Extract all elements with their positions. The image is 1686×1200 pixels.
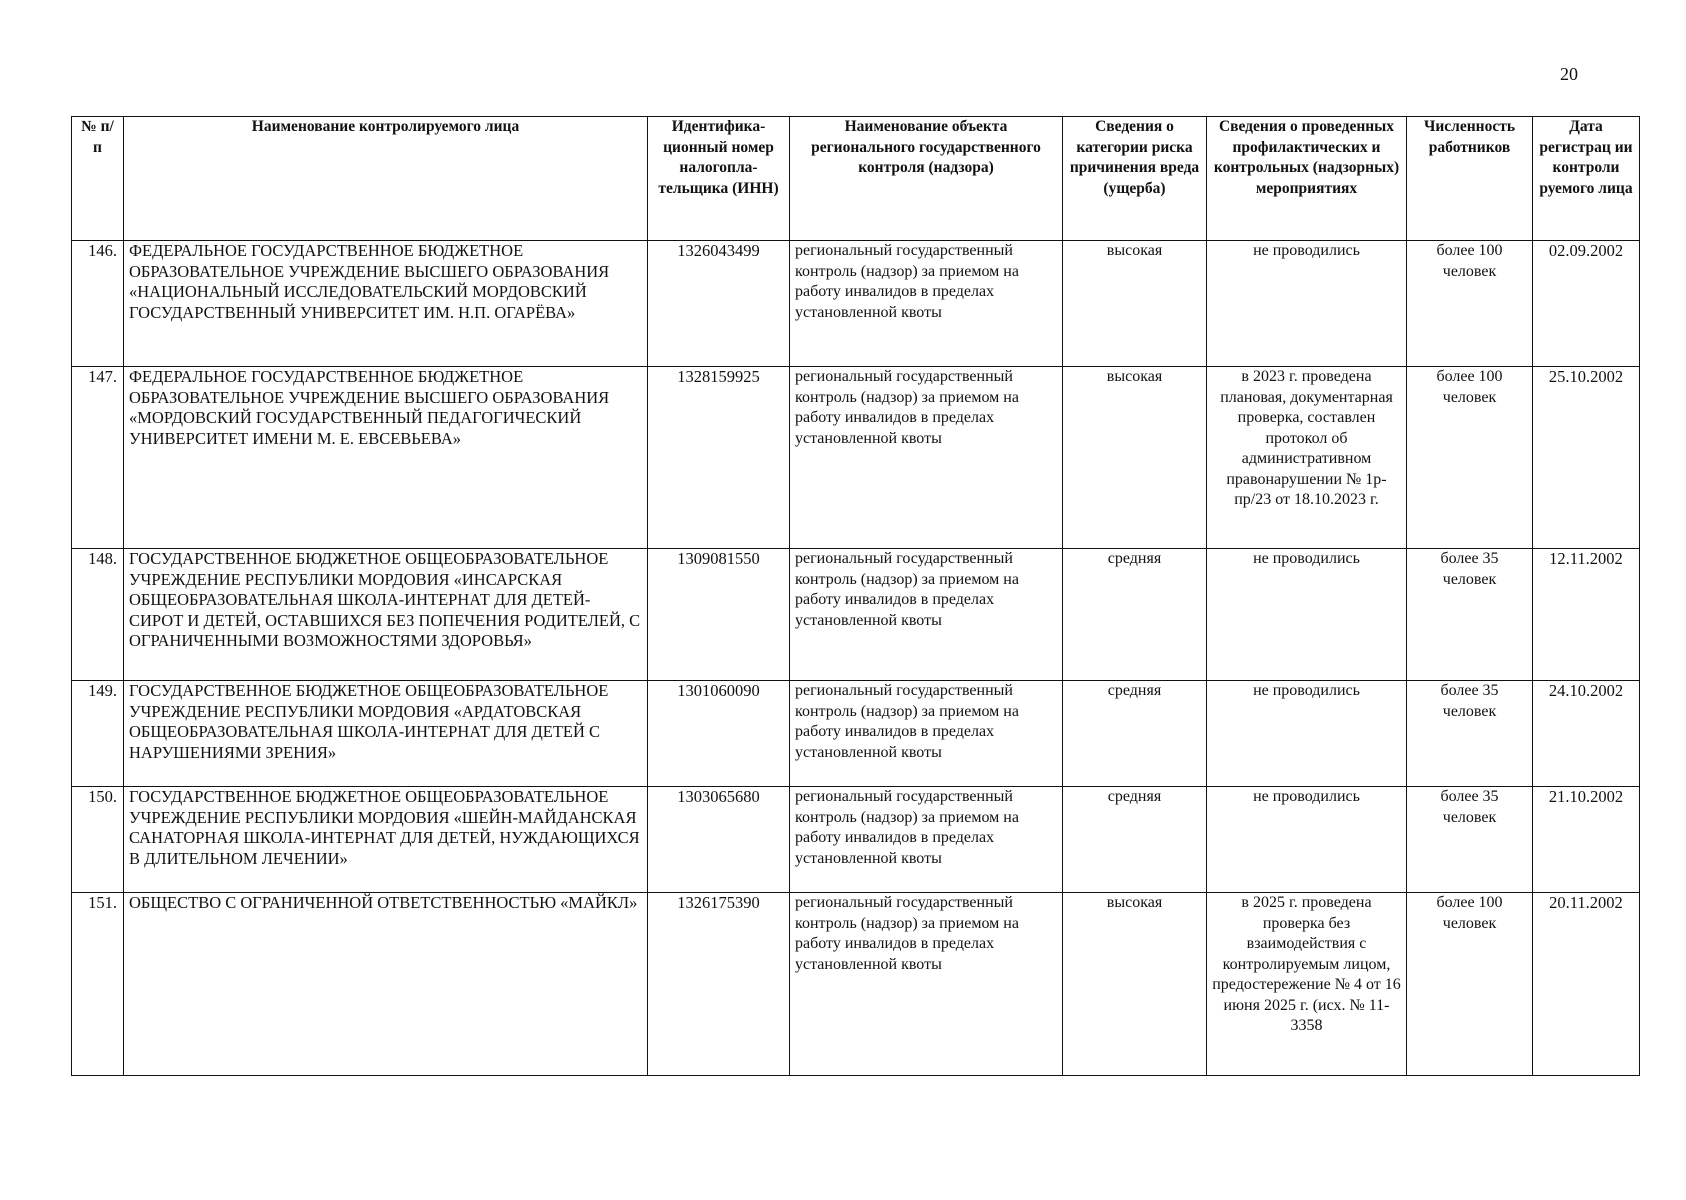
row-inn: 1309081550 (648, 549, 790, 681)
row-risk: средняя (1063, 681, 1207, 787)
row-num: 147. (72, 367, 124, 549)
row-inn: 1328159925 (648, 367, 790, 549)
table-row (72, 681, 1640, 787)
table-row (72, 367, 1640, 549)
row-inn: 1326043499 (648, 241, 790, 367)
row-object: региональный государственный контроль (надзор) за приемом на работу инвалидов в пределах установленной квоты (790, 787, 1063, 893)
row-risk: средняя (1063, 787, 1207, 893)
table-row (72, 549, 1640, 681)
header-date: Дата регистрац ии контроли руемого лица (1533, 117, 1640, 241)
registry-table (71, 116, 1640, 1076)
header-measures: Сведения о проведенных профилактических и контрольных (надзорных) мероприятиях (1207, 117, 1407, 241)
row-date: 02.09.2002 (1533, 241, 1640, 367)
row-name: ГОСУДАРСТВЕННОЕ БЮДЖЕТНОЕ ОБЩЕОБРАЗОВАТЕЛЬНОЕ УЧРЕЖДЕНИЕ РЕСПУБЛИКИ МОРДОВИЯ «ШЕЙН-МАЙДАНСКАЯ САНАТОРНАЯ ШКОЛА-ИНТЕРНАТ ДЛЯ ДЕТЕЙ, НУЖДАЮЩИХСЯ В ДЛИТЕЛЬНОМ ЛЕЧЕНИИ» (124, 787, 648, 893)
row-date: 21.10.2002 (1533, 787, 1640, 893)
header-name: Наименование контролируемого лица (124, 117, 648, 241)
header-num: № п/п (72, 117, 124, 241)
row-staff: более 100 человек (1407, 241, 1533, 367)
row-staff: более 35 человек (1407, 787, 1533, 893)
header-inn: Идентифика-ционный номер налогопла-тельщика (ИНН) (648, 117, 790, 241)
row-name: ГОСУДАРСТВЕННОЕ БЮДЖЕТНОЕ ОБЩЕОБРАЗОВАТЕЛЬНОЕ УЧРЕЖДЕНИЕ РЕСПУБЛИКИ МОРДОВИЯ «АРДАТОВСКАЯ ОБЩЕОБРАЗОВАТЕЛЬНАЯ ШКОЛА-ИНТЕРНАТ ДЛЯ ДЕТЕЙ С НАРУШЕНИЯМИ ЗРЕНИЯ» (124, 681, 648, 787)
table-row (72, 893, 1640, 1076)
row-inn: 1303065680 (648, 787, 790, 893)
row-num: 151. (72, 893, 124, 1076)
table-row (72, 787, 1640, 893)
row-risk: высокая (1063, 241, 1207, 367)
row-object: региональный государственный контроль (надзор) за приемом на работу инвалидов в пределах установленной квоты (790, 549, 1063, 681)
row-staff: более 100 человек (1407, 893, 1533, 1076)
row-inn: 1326175390 (648, 893, 790, 1076)
row-measures: не проводились (1207, 787, 1407, 893)
row-risk: высокая (1063, 893, 1207, 1076)
row-date: 25.10.2002 (1533, 367, 1640, 549)
row-staff: более 100 человек (1407, 367, 1533, 549)
row-staff: более 35 человек (1407, 549, 1533, 681)
row-object: региональный государственный контроль (надзор) за приемом на работу инвалидов в пределах установленной квоты (790, 681, 1063, 787)
row-name: ОБЩЕСТВО С ОГРАНИЧЕННОЙ ОТВЕТСТВЕННОСТЬЮ «МАЙКЛ» (124, 893, 648, 1076)
row-object: региональный государственный контроль (надзор) за приемом на работу инвалидов в пределах установленной квоты (790, 367, 1063, 549)
row-date: 12.11.2002 (1533, 549, 1640, 681)
row-num: 150. (72, 787, 124, 893)
row-measures: не проводились (1207, 241, 1407, 367)
table-row (72, 241, 1640, 367)
row-name: ФЕДЕРАЛЬНОЕ ГОСУДАРСТВЕННОЕ БЮДЖЕТНОЕ ОБРАЗОВАТЕЛЬНОЕ УЧРЕЖДЕНИЕ ВЫСШЕГО ОБРАЗОВАНИЯ «НАЦИОНАЛЬНЫЙ ИССЛЕДОВАТЕЛЬСКИЙ МОРДОВСКИЙ ГОСУДАРСТВЕННЫЙ УНИВЕРСИТЕТ ИМ. Н.П. ОГАРЁВА» (124, 241, 648, 367)
row-object: региональный государственный контроль (надзор) за приемом на работу инвалидов в пределах установленной квоты (790, 893, 1063, 1076)
row-object: региональный государственный контроль (надзор) за приемом на работу инвалидов в пределах установленной квоты (790, 241, 1063, 367)
page-number: 20 (1560, 64, 1578, 84)
row-name: ГОСУДАРСТВЕННОЕ БЮДЖЕТНОЕ ОБЩЕОБРАЗОВАТЕЛЬНОЕ УЧРЕЖДЕНИЕ РЕСПУБЛИКИ МОРДОВИЯ «ИНСАРСКАЯ ОБЩЕОБРАЗОВАТЕЛЬНАЯ ШКОЛА-ИНТЕРНАТ ДЛЯ ДЕТЕЙ-СИРОТ И ДЕТЕЙ, ОСТАВШИХСЯ БЕЗ ПОПЕЧЕНИЯ РОДИТЕЛЕЙ, С ОГРАНИЧЕННЫМИ ВОЗМОЖНОСТЯМИ ЗДОРОВЬЯ» (124, 549, 648, 681)
row-staff: более 35 человек (1407, 681, 1533, 787)
row-measures: в 2023 г. проведена плановая, документарная проверка, составлен протокол об административном правонарушении № 1р-пр/23 от 18.10.2023 г. (1207, 367, 1407, 549)
row-risk: средняя (1063, 549, 1207, 681)
row-measures: в 2025 г. проведена проверка без взаимодействия с контролируемым лицом, предостережение № 4 от 16 июня 2025 г. (исх. № 11-3358 (1207, 893, 1407, 1076)
row-risk: высокая (1063, 367, 1207, 549)
row-name: ФЕДЕРАЛЬНОЕ ГОСУДАРСТВЕННОЕ БЮДЖЕТНОЕ ОБРАЗОВАТЕЛЬНОЕ УЧРЕЖДЕНИЕ ВЫСШЕГО ОБРАЗОВАНИЯ «МОРДОВСКИЙ ГОСУДАРСТВЕННЫЙ ПЕДАГОГИЧЕСКИЙ УНИВЕРСИТЕТ ИМЕНИ М. Е. ЕВСЕВЬЕВА» (124, 367, 648, 549)
row-date: 24.10.2002 (1533, 681, 1640, 787)
row-measures: не проводились (1207, 549, 1407, 681)
row-date: 20.11.2002 (1533, 893, 1640, 1076)
table-header-row (72, 117, 1640, 241)
row-inn: 1301060090 (648, 681, 790, 787)
row-num: 148. (72, 549, 124, 681)
header-object: Наименование объекта регионального государственного контроля (надзора) (790, 117, 1063, 241)
row-num: 146. (72, 241, 124, 367)
header-staff: Численность работников (1407, 117, 1533, 241)
header-risk: Сведения о категории риска причинения вреда (ущерба) (1063, 117, 1207, 241)
row-num: 149. (72, 681, 124, 787)
row-measures: не проводились (1207, 681, 1407, 787)
